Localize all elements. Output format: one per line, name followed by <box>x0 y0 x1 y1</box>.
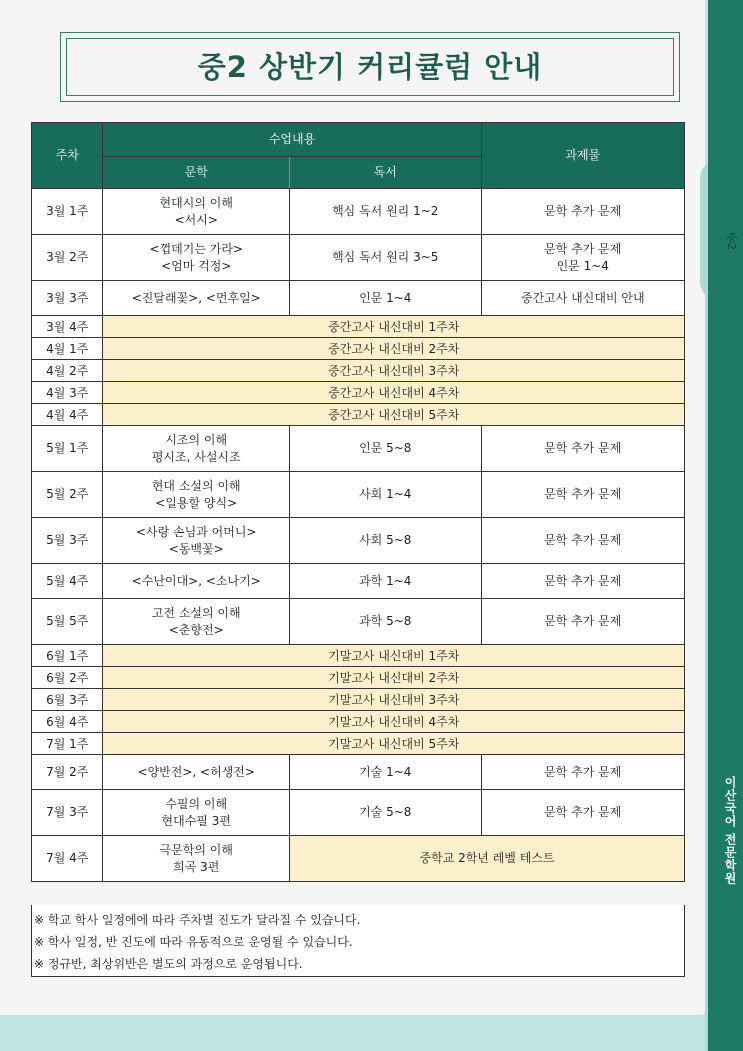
cell-line: 문학 추가 문제 <box>544 533 622 547</box>
cell-line: 시조의 이해 <box>165 432 228 447</box>
homework-cell <box>481 472 684 518</box>
cell-line: 문학 추가 문제 <box>544 441 622 455</box>
exam-prep-cell: 기말고사 내신대비 1주차 <box>103 645 685 667</box>
table-row <box>32 755 685 790</box>
week-cell: 4월 3주 <box>32 382 103 404</box>
table-row <box>32 836 685 882</box>
cell-line: 문학 추가 문제 <box>544 614 622 628</box>
literature-cell <box>103 235 290 281</box>
level-test-cell: 중학교 2학년 레벨 테스트 <box>289 836 684 882</box>
cell-line: 인문 1~4 <box>556 258 609 273</box>
literature-cell <box>103 518 290 564</box>
exam-prep-cell: 기말고사 내신대비 3주차 <box>103 689 685 711</box>
table-row <box>32 360 685 382</box>
cell-line: 문학 추가 문제 <box>544 805 622 819</box>
exam-prep-cell: 중간고사 내신대비 1주차 <box>103 316 685 338</box>
exam-prep-cell: 기말고사 내신대비 4주차 <box>103 711 685 733</box>
reading-cell: 사회 1~4 <box>289 472 481 518</box>
exam-prep-cell: 중간고사 내신대비 3주차 <box>103 360 685 382</box>
week-cell: 5월 2주 <box>32 472 103 518</box>
table-row <box>32 404 685 426</box>
cell-line: <서시> <box>174 212 218 227</box>
week-cell: 3월 1주 <box>32 189 103 235</box>
table-row <box>32 426 685 472</box>
note-line: ※ 학사 일정, 반 진도에 따라 유동적으로 운영될 수 있습니다. <box>34 935 353 949</box>
bottom-band <box>0 1015 705 1051</box>
week-cell: 6월 3주 <box>32 689 103 711</box>
table-row <box>32 790 685 836</box>
reading-cell: 과학 5~8 <box>289 599 481 645</box>
cell-line: <일용할 양식> <box>155 495 238 510</box>
literature-cell <box>103 281 290 316</box>
homework-cell <box>481 518 684 564</box>
week-cell: 7월 1주 <box>32 733 103 755</box>
exam-prep-cell: 중간고사 내신대비 5주차 <box>103 404 685 426</box>
cell-line: 극문학의 이해 <box>159 842 233 857</box>
week-cell: 5월 1주 <box>32 426 103 472</box>
literature-cell <box>103 472 290 518</box>
cell-line: <진달래꽃>, <먼후일> <box>131 290 261 305</box>
literature-cell <box>103 564 290 599</box>
literature-cell <box>103 426 290 472</box>
side-tab-dark <box>708 0 743 1051</box>
cell-line: 현대 소설의 이해 <box>151 478 241 493</box>
reading-cell: 인문 1~4 <box>289 281 481 316</box>
week-cell: 7월 4주 <box>32 836 103 882</box>
exam-prep-cell: 기말고사 내신대비 2주차 <box>103 667 685 689</box>
reading-cell: 사회 5~8 <box>289 518 481 564</box>
week-cell: 4월 4주 <box>32 404 103 426</box>
week-cell: 6월 2주 <box>32 667 103 689</box>
cell-line: 현대시의 이해 <box>159 195 233 210</box>
cell-line: 문학 추가 문제 <box>544 764 622 779</box>
notes-box <box>31 905 685 977</box>
week-cell: 5월 3주 <box>32 518 103 564</box>
week-cell: 6월 1주 <box>32 645 103 667</box>
reading-cell: 핵심 독서 원리 1~2 <box>289 189 481 235</box>
literature-cell <box>103 599 290 645</box>
literature-cell <box>103 836 290 882</box>
exam-prep-cell: 중간고사 내신대비 4주차 <box>103 382 685 404</box>
cell-line: <사랑 손님과 어머니> <box>135 524 257 539</box>
homework-cell <box>481 281 684 316</box>
cell-line: <춘향전> <box>168 622 224 637</box>
note-line: ※ 정규반, 최상위반은 별도의 과정으로 운영됩니다. <box>34 957 303 971</box>
side-tab-grade-label: 중2 <box>725 232 738 250</box>
cell-line: 희곡 3편 <box>173 859 220 874</box>
table-row <box>32 733 685 755</box>
title-banner <box>60 32 680 102</box>
homework-cell <box>481 426 684 472</box>
literature-cell <box>103 790 290 836</box>
table-row <box>32 316 685 338</box>
week-cell: 5월 4주 <box>32 564 103 599</box>
cell-line: 문학 추가 문제 <box>544 573 622 588</box>
cell-line: 문학 추가 문제 <box>544 487 622 501</box>
week-cell: 3월 2주 <box>32 235 103 281</box>
cell-line: <껍데기는 가라> <box>149 241 243 256</box>
exam-prep-cell: 중간고사 내신대비 2주차 <box>103 338 685 360</box>
table-row <box>32 599 685 645</box>
note-line: ※ 학교 학사 일정에에 따라 주차별 진도가 달라질 수 있습니다. <box>34 913 361 927</box>
cell-line: 수필의 이해 <box>165 796 228 811</box>
table-row <box>32 235 685 281</box>
header-content: 수업내용 <box>103 123 481 157</box>
reading-cell: 기술 1~4 <box>289 755 481 790</box>
cell-line: <수난이대>, <소나기> <box>131 573 261 588</box>
reading-cell: 핵심 독서 원리 3~5 <box>289 235 481 281</box>
header-week: 주차 <box>32 123 103 189</box>
side-tab-academy-label: 이산국어 전문학원 <box>723 776 737 886</box>
week-cell: 3월 3주 <box>32 281 103 316</box>
cell-line: 평시조, 사설시조 <box>151 449 241 464</box>
literature-cell <box>103 755 290 790</box>
week-cell: 6월 4주 <box>32 711 103 733</box>
cell-line: 문학 추가 문제 <box>544 204 622 218</box>
homework-cell <box>481 189 684 235</box>
week-cell: 7월 3주 <box>32 790 103 836</box>
cell-line: 중간고사 내신대비 안내 <box>520 290 645 305</box>
page-title: 중2 상반기 커리큘럼 안내 <box>197 50 543 84</box>
cell-line: 현대수필 3편 <box>161 813 231 828</box>
cell-line: <동백꽃> <box>168 541 224 556</box>
week-cell: 3월 4주 <box>32 316 103 338</box>
cell-line: 고전 소설의 이해 <box>151 605 241 620</box>
table-row <box>32 518 685 564</box>
header-homework: 과제물 <box>481 123 684 189</box>
cell-line: <엄마 걱정> <box>161 258 232 273</box>
curriculum-table <box>31 122 685 882</box>
homework-cell <box>481 564 684 599</box>
reading-cell: 기술 5~8 <box>289 790 481 836</box>
reading-cell: 인문 5~8 <box>289 426 481 472</box>
table-row <box>32 667 685 689</box>
reading-cell: 과학 1~4 <box>289 564 481 599</box>
literature-cell <box>103 189 290 235</box>
week-cell: 4월 2주 <box>32 360 103 382</box>
week-cell: 4월 1주 <box>32 338 103 360</box>
header-reading: 독서 <box>289 157 481 189</box>
table-row <box>32 189 685 235</box>
week-cell: 7월 2주 <box>32 755 103 790</box>
header-literature: 문학 <box>103 157 290 189</box>
table-row <box>32 472 685 518</box>
homework-cell <box>481 599 684 645</box>
cell-line: <양반전>, <허생전> <box>137 764 255 779</box>
table-row <box>32 645 685 667</box>
exam-prep-cell: 기말고사 내신대비 5주차 <box>103 733 685 755</box>
table-row <box>32 281 685 316</box>
homework-cell <box>481 235 684 281</box>
table-row <box>32 564 685 599</box>
homework-cell <box>481 755 684 790</box>
table-row <box>32 338 685 360</box>
cell-line: 문학 추가 문제 <box>544 241 622 256</box>
table-row <box>32 382 685 404</box>
table-row <box>32 689 685 711</box>
week-cell: 5월 5주 <box>32 599 103 645</box>
homework-cell <box>481 790 684 836</box>
table-row <box>32 711 685 733</box>
